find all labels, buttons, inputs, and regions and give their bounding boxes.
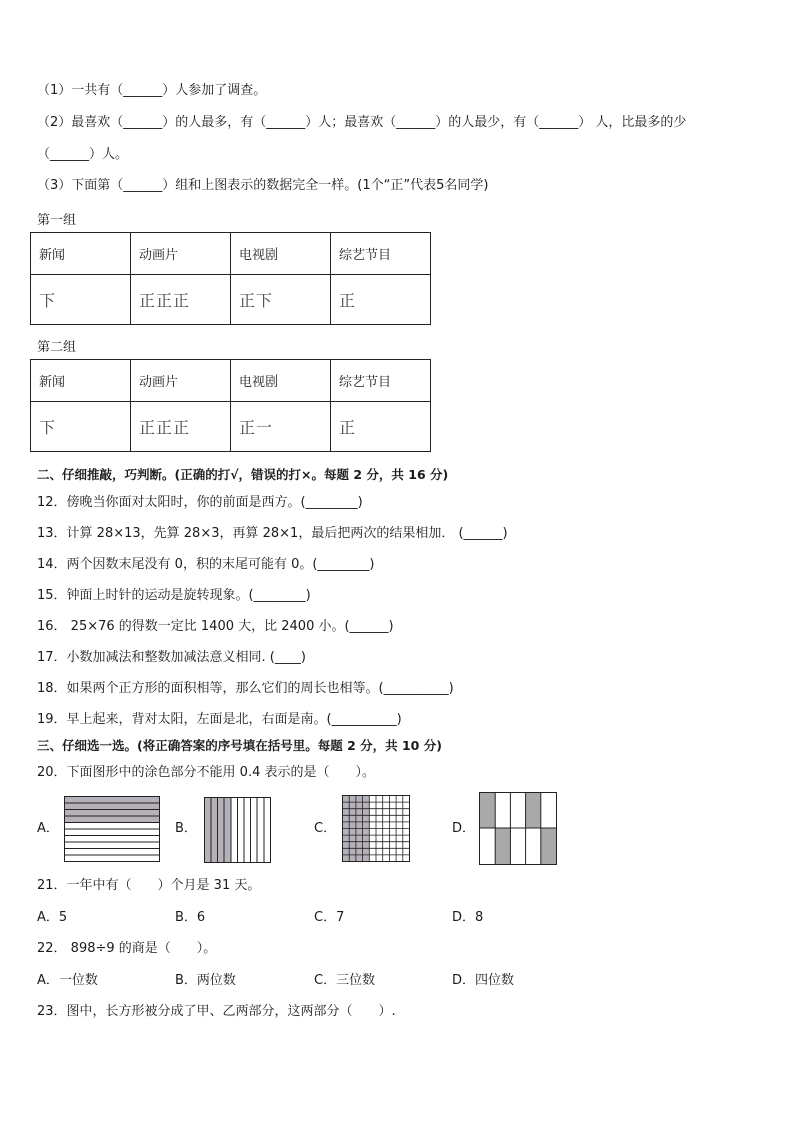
question-1: （1）一共有（______）人参加了调查。 <box>37 83 267 98</box>
question-2: （2）最喜欢（______）的人最多，有（______）人；最喜欢（______）的人最少，有（______） 人，比最多的少 <box>37 115 687 130</box>
choice-question-23: 23．图中，长方形被分成了甲、乙两部分，这两部分（ ）. <box>37 1004 396 1019</box>
figure-c-hundred-grid <box>342 795 410 862</box>
section-3-heading: 三、仔细选一选。(将正确答案的序号填在括号里。每题 2 分，共 10 分) <box>37 738 442 753</box>
judge-item-14: 14．两个因数末尾没有 0，积的末尾可能有 0。(________) <box>37 557 375 572</box>
table-cell: 正一 <box>231 402 331 452</box>
table-header: 综艺节目 <box>331 360 431 402</box>
q22-option-d: D．四位数 <box>452 973 515 988</box>
judge-item-18: 18．如果两个正方形的面积相等，那么它们的周长也相等。(__________) <box>37 681 454 696</box>
table-cell: 正 <box>331 275 431 325</box>
table-cell: 正下 <box>231 275 331 325</box>
judge-item-16: 16． 25×76 的得数一定比 1400 大，比 2400 小。(______) <box>37 619 394 634</box>
table-header: 新闻 <box>31 360 131 402</box>
judge-item-13: 13．计算 28×13，先算 28×3，再算 28×1，最后把两次的结果相加． (______) <box>37 526 508 541</box>
option-b-label: B． <box>175 821 197 836</box>
group-2-label: 第二组 <box>37 340 77 355</box>
q21-option-d: D．8 <box>452 910 484 925</box>
section-2-heading: 二、仔细推敲，巧判断。(正确的打√，错误的打×。每题 2 分，共 16 分) <box>37 467 449 482</box>
table-header: 电视剧 <box>231 360 331 402</box>
q22-option-b: B．两位数 <box>175 973 236 988</box>
group-1-label: 第一组 <box>37 213 77 228</box>
choice-question-21: 21．一年中有（ ）个月是 31 天。 <box>37 878 261 893</box>
figure-d-split-rectangle <box>479 792 557 865</box>
q21-option-c: C．7 <box>314 910 345 925</box>
group-2-table <box>30 359 431 452</box>
table-cell: 下 <box>31 275 131 325</box>
option-c-label: C． <box>314 821 337 836</box>
table-cell: 正 <box>331 402 431 452</box>
table-header: 动画片 <box>131 233 231 275</box>
table-header: 电视剧 <box>231 233 331 275</box>
judge-item-15: 15．钟面上时针的运动是旋转现象。(________) <box>37 588 311 603</box>
q21-option-b: B．6 <box>175 910 206 925</box>
question-3: （3）下面第（______）组和上图表示的数据完全一样。(1个“正”代表5名同学) <box>37 178 489 193</box>
table-header: 综艺节目 <box>331 233 431 275</box>
option-d-label: D． <box>452 821 476 836</box>
judge-item-12: 12．傍晚当你面对太阳时，你的前面是西方。(________) <box>37 495 363 510</box>
q22-option-a: A．一位数 <box>37 973 98 988</box>
table-cell: 正正正 <box>131 275 231 325</box>
group-1-table <box>30 232 431 325</box>
judge-item-19: 19．早上起来，背对太阳，左面是北，右面是南。(__________) <box>37 712 402 727</box>
table-cell: 正正正 <box>131 402 231 452</box>
q21-option-a: A．5 <box>37 910 68 925</box>
judge-item-17: 17．小数加减法和整数加减法意义相同. (____) <box>37 650 306 665</box>
table-header: 动画片 <box>131 360 231 402</box>
q22-option-c: C．三位数 <box>314 973 376 988</box>
option-a-label: A． <box>37 821 59 836</box>
figure-b-vertical-strips <box>204 797 271 863</box>
figure-a-horizontal-strips <box>64 796 160 862</box>
table-cell: 下 <box>31 402 131 452</box>
choice-question-20: 20．下面图形中的涂色部分不能用 0.4 表示的是（ ）。 <box>37 765 375 780</box>
choice-question-22: 22． 898÷9 的商是（ ）。 <box>37 941 217 956</box>
question-2-continued: （______）人。 <box>37 147 129 162</box>
table-header: 新闻 <box>31 233 131 275</box>
